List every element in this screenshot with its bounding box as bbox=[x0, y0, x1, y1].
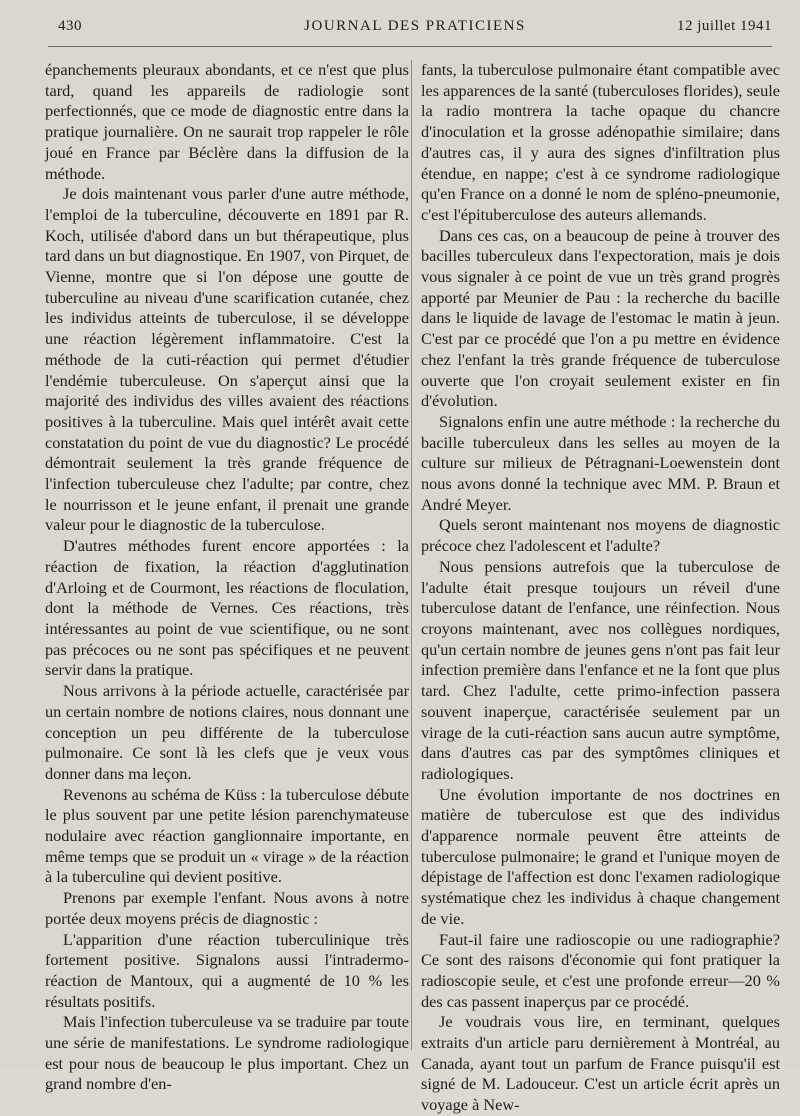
right-paragraph-8: Je voudrais vous lire, en terminant, quelques extraits d'un article paru dernièrement à Montréal, au Canada, ayant tout un parfum de France puisqu'il est signé de M. Ladouceur. C'est un article écrit après un voyage à New- bbox=[421, 1012, 780, 1115]
right-paragraph-3: Signalons enfin une autre méthode : la recherche du bacille tuberculeux dans les selles au moyen de la culture sur milieux de Pétragnani-Loewenstein dont nous avons donné la technique avec MM. P. Braun et André Meyer. bbox=[421, 411, 780, 514]
right-paragraph-2: Dans ces cas, on a beaucoup de peine à trouver des bacilles tuberculeux dans l'expectoration, mais je dois vous signaler à ce point de vue un très grand progrès apporté par Meunier de Pau : la recherche du bacille dans le liquide de lavage de l'estomac le matin à jeun. C'est par ce procédé que l'on a pu mettre en évidence chez l'enfant la très grande fréquence de tuberculose ouverte que l'on croyait seulement exister en fin d'évolution. bbox=[421, 225, 780, 411]
left-paragraph-2: Je dois maintenant vous parler d'une autre méthode, l'emploi de la tuberculine, découverte en 1891 par R. Koch, utilisée d'abord dans un but thérapeutique, plus tard dans un but diagnostique. En 1907, von Pirquet, de Vienne, montre que si l'on dépose une goutte de tuberculine au niveau d'une scarification cutanée, chez les individus atteints de tuberculose, il se développe une réaction légèrement inflammatoire. C'est la méthode de la cuti-réaction qui permet d'étudier l'endémie tuberculeuse. On s'aperçut ainsi que la majorité des individus des villes avaient des réactions positives à la tuberculine. Mais quel intérêt avait cette constatation du point de vue du diagnostic? Le procédé démontrait seulement la très grande fréquence de l'infection tuberculeuse chez l'adulte; par contre, chez le nourrisson et le jeune enfant, il prenait une grande valeur pour le diagnostic de la tuberculose. bbox=[45, 184, 409, 535]
left-column bbox=[45, 60, 409, 1095]
page-header bbox=[58, 18, 772, 40]
right-paragraph-1: fants, la tuberculose pulmonaire étant compatible avec les apparences de la santé (tuberculoses florides), seule la radio montrera la tache opaque du chancre d'inoculation et la grosse adénopathie similaire; dans d'autres cas, il y aura des signes d'infiltration plus étendue, en nappe; c'est à ce syndrome radiologique qu'en France on a donné le nom de spléno-pneumonie, c'est l'épituberculose des auteurs allemands. bbox=[421, 60, 780, 224]
left-paragraph-7: L'apparition d'une réaction tuberculinique très fortement positive. Signalons aussi l'intradermo-réaction de Mantoux, qui a augmenté de 10 % les résultats positifs. bbox=[45, 929, 409, 1011]
left-paragraph-8: Mais l'infection tuberculeuse va se traduire par toute une série de manifestations. Le syndrome radiologique est pour nous de beaucoup le plus important. Chez un grand nombre d'en- bbox=[45, 1012, 409, 1094]
left-paragraph-6: Prenons par exemple l'enfant. Nous avons à notre portée deux moyens précis de diagnostic : bbox=[45, 888, 409, 928]
left-paragraph-3: D'autres méthodes furent encore apportées : la réaction de fixation, la réaction d'agglutination d'Arloing et de Courmont, les réactions de floculation, dont la méthode de Vernes. Ces réactions, très intéressantes au point de vue scientifique, ou ne sont pas précoces ou ne sont pas spécifiques et ne peuvent servir dans la pratique. bbox=[45, 536, 409, 680]
right-paragraph-5: Nous pensions autrefois que la tuberculose de l'adulte était presque toujours un réveil d'une tuberculose datant de l'enfance, une réinfection. Nous croyons maintenant, avec nos collègues nordiques, qu'un certain nombre de jeunes gens n'ont pas fait leur infection première dans l'enfance et ne la font que plus tard. Chez l'adulte, cette primo-infection passera souvent inaperçue, caractérisée seulement par un virage de la cuti-réaction sans aucun autre symptôme, dans d'autres cas par des symptômes cliniques et radiologiques. bbox=[421, 556, 780, 783]
page-number: 430 bbox=[58, 18, 82, 34]
right-paragraph-4: Quels seront maintenant nos moyens de diagnostic précoce chez l'adolescent et l'adulte? bbox=[421, 515, 780, 556]
left-paragraph-5: Revenons au schéma de Küss : la tuberculose débute le plus souvent par une petite lésion parenchymateuse nodulaire avec réaction ganglionnaire importante, en même temps que se produit un « virage » de la réaction à la tuberculine qui devient positive. bbox=[45, 784, 409, 887]
right-paragraph-7: Faut-il faire une radioscopie ou une radiographie? Ce sont des raisons d'économie qui font pratiquer la radioscopie seule, et c'est une profonde erreur—20 % des cas passent inaperçus par ce procédé. bbox=[421, 929, 780, 1011]
column-divider bbox=[411, 60, 412, 1050]
right-column bbox=[421, 60, 780, 1116]
header-rule bbox=[48, 46, 772, 47]
journal-title: JOURNAL DES PRATICIENS bbox=[304, 18, 526, 34]
issue-date: 12 juillet 1941 bbox=[677, 18, 772, 34]
left-paragraph-4: Nous arrivons à la période actuelle, caractérisée par un certain nombre de notions claires, nous donnant une conception un peu différente de la tuberculose pulmonaire. Ce sont là les clefs que je veux vous donner dans ma leçon. bbox=[45, 681, 409, 783]
left-paragraph-1: épanchements pleuraux abondants, et ce n'est que plus tard, quand les appareils de radiologie sont perfectionnés, que ce mode de diagnostic entre dans la pratique journalière. On ne saurait trop rappeler le rôle joué en France par Béclère dans la diffusion de la méthode. bbox=[45, 60, 409, 183]
right-paragraph-6: Une évolution importante de nos doctrines en matière de tuberculose est que des individus d'apparence normale peuvent être atteints de tuberculose pulmonaire; le grand et l'unique moyen de dépistage de l'affection est donc l'examen radiologique systématique chez les individus à chaque changement de vie. bbox=[421, 784, 780, 928]
